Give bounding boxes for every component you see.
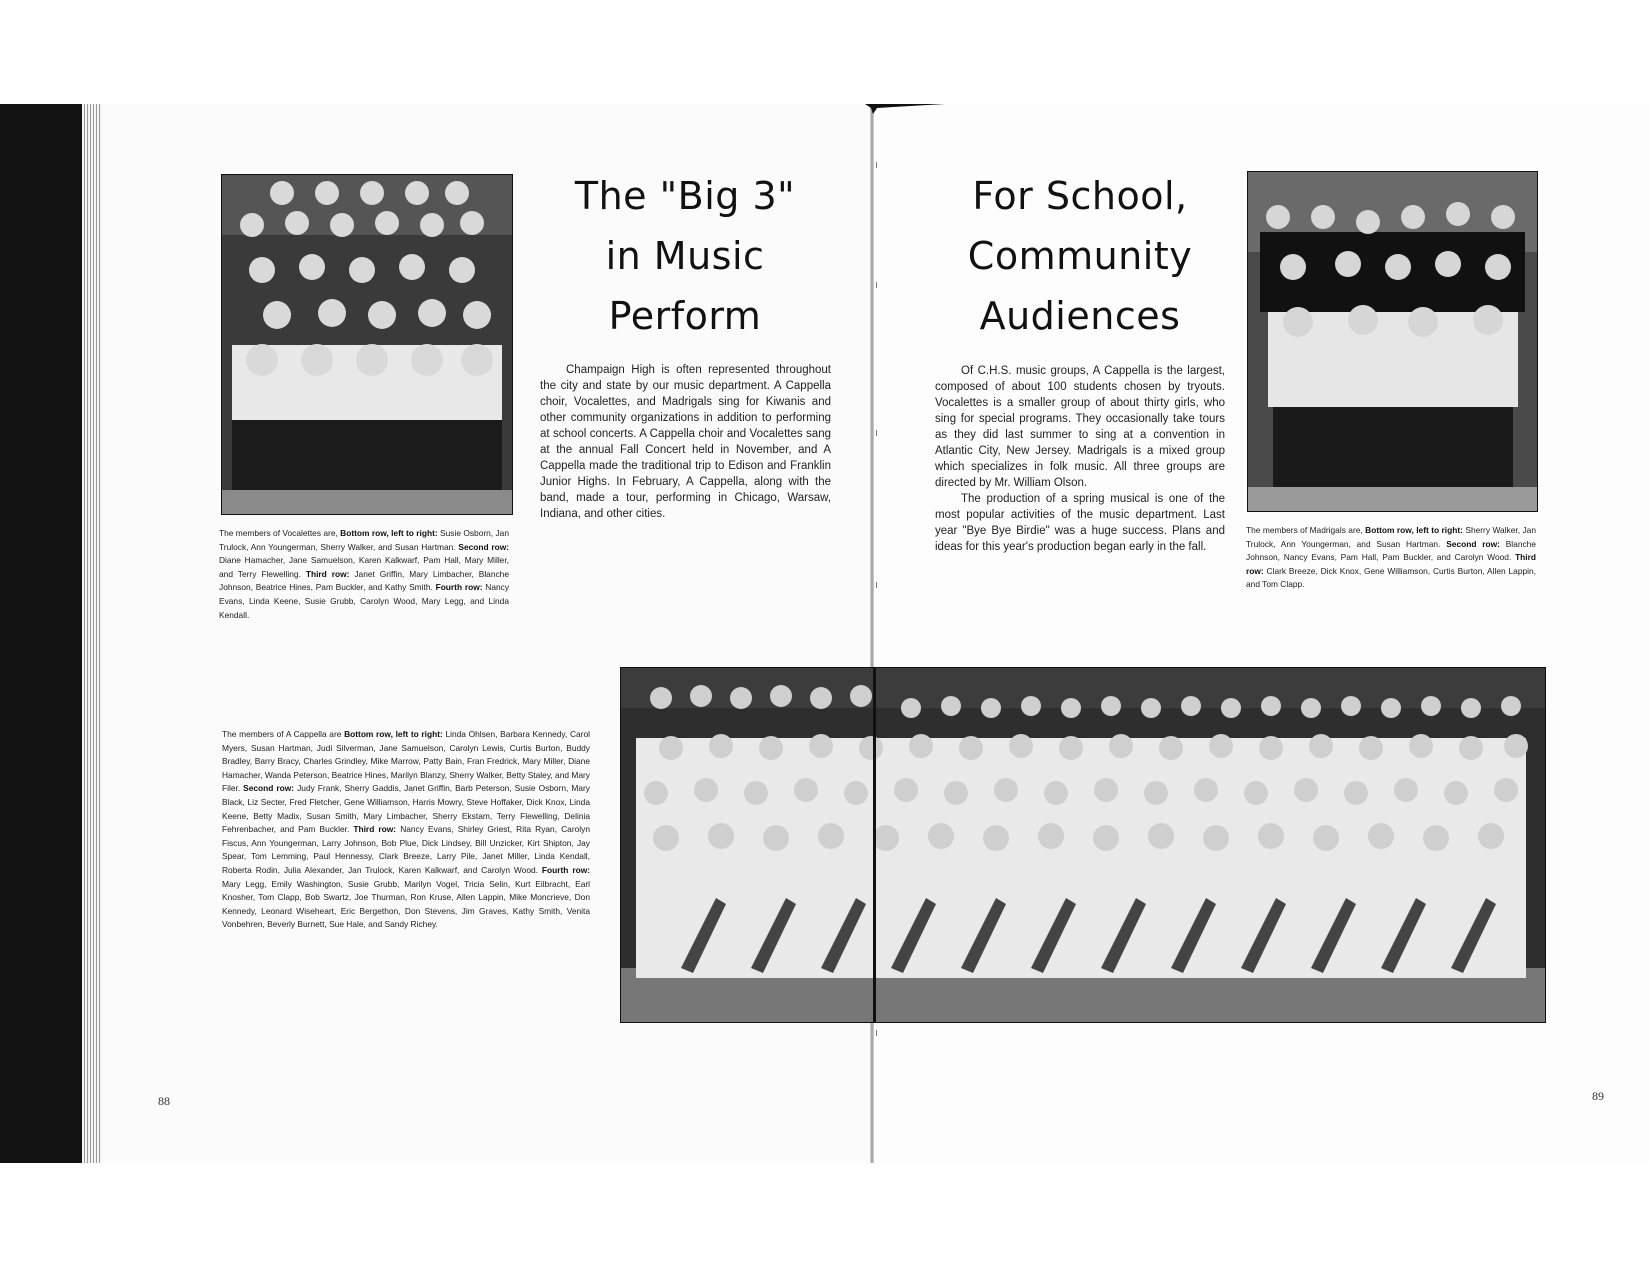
left-headline-line-2: in Music [605, 234, 765, 278]
caption-row-names: Janet Griffin, Mary Limbacher, Blanche Johnson, Beatrice Hines, Pam Buckler, and Kathy Smith. [219, 568, 509, 593]
left-headline-line-3: Perform [608, 294, 762, 338]
scan-speck [876, 162, 877, 168]
right-headline-line-2: Community [967, 234, 1193, 278]
right-headline [935, 166, 1225, 346]
caption-row-label: Bottom row, left to right: [340, 528, 441, 538]
caption-row-label: Bottom row, left to right: [1365, 525, 1466, 535]
caption-intro: The members of A Cappella are [222, 729, 345, 739]
scan-margin-bottom [0, 1163, 1650, 1275]
scan-speck [876, 1030, 877, 1036]
left-headline [540, 166, 830, 346]
scan-speck [876, 430, 877, 436]
right-body-paragraph-1: Of C.H.S. music groups, A Cappella is the largest, composed of about 100 students chosen by tryouts. Vocalettes is a smaller group of about thirty girls, who sing for special programs. They occasionally take tours as they did last summer to sing at a convention in Atlantic City, New Jersey. Madrigals is a mixed group which specializes in folk music. All three groups are directed by Mr. William Olson. [935, 365, 1225, 489]
caption-row-label: Second row: [458, 541, 509, 552]
madrigals-group-illustration [1248, 172, 1537, 511]
vocalettes-caption [219, 527, 509, 622]
caption-row-label: Second row: [1446, 538, 1506, 549]
caption-row-names: Linda Ohlsen, Barbara Kennedy, Carol Myers, Susan Hartman, Judi Silverman, Jane Samuelson, Carolyn Lewis, Curtis Burton, Buddy Bradley, Barry Bracy, Charles Grindley, Mike Marrow, Patty Bain, Fran Fredrick, Mary Miller, Diane Hamacher, Wanda Peterson, Beatrice Hines, Marilyn Blanzy, Sherry Walker, Betty Staley, and Mary Filer. [222, 729, 590, 794]
acappella-caption [222, 728, 590, 932]
caption-row-label: Bottom row, left to right: [344, 729, 446, 739]
scan-speck [876, 582, 877, 588]
caption-intro: The members of Madrigals are, [1246, 525, 1366, 535]
right-headline-line-1: For School, [972, 174, 1188, 218]
acappella-choir-photo [620, 667, 1546, 1023]
right-headline-line-3: Audiences [979, 294, 1181, 338]
vocalettes-photo [221, 174, 513, 515]
caption-intro: The members of Vocalettes are, [219, 528, 341, 538]
caption-row-names: Diane Hamacher, Jane Samuelson, Karen Kalkwarf, Pam Hall, Mary Miller, and Terry Flewelling. [219, 555, 509, 579]
page-edges [82, 104, 102, 1166]
caption-row-label: Fourth row: [541, 864, 590, 875]
caption-row-names: Sherry Walker, Jan Trulock, Ann Youngerman, and Susan Hartman. [1246, 525, 1536, 549]
scan-speck [876, 282, 877, 288]
caption-row-names: Nancy Evans, Shirley Griest, Rita Ryan, Carolyn Fiscus, Ann Youngerman, Larry Johnson, Bob Plue, Dick Lindsey, Bill Unzicker, Kirt Shipton, Jay Spear, Tom Lemming, Paul Hennessy, Clark Breeze, Larry Pile, Janet Miller, Linda Kendall, Roberta Rodin, Julia Alexander, Jan Trulock, Karen Kalkwarf, and Carolyn Wood. [222, 824, 590, 875]
caption-row-names: Susie Osborn, Jan Trulock, Ann Youngerman, Sherry Walker, and Susan Hartman. [219, 528, 509, 552]
acappella-choir-illustration [621, 668, 1545, 1022]
right-body-text [935, 363, 1225, 555]
caption-row-names: Blanche Johnson, Nancy Evans, Pam Hall, Pam Buckler, and Carolyn Wood. [1246, 538, 1536, 563]
gutter-tab-mark [865, 104, 945, 114]
right-body-paragraph-2: The production of a spring musical is one of the most popular activities of the music department. Last year "Bye Bye Birdie" was a huge success. Plans and ideas for this year's production began early in the fall. [935, 493, 1225, 553]
caption-row-names: Mary Legg, Emily Washington, Susie Grubb, Marilyn Vogel, Tricia Selin, Kurt Eilbracht, Earl Knosher, Tom Clapp, Bob Swartz, Joe Thurman, Ron Kruse, Allen Lappin, Mike Moncrieve, Don Kennedy, Leonard Wiseheart, Eric Bergethon, Don Stevens, Jim Graves, Kathy Smith, Venita Vonbehren, Beverly Burnett, Sue Hale, and Sandy Richey. [222, 878, 590, 930]
caption-row-label: Third row: [353, 824, 401, 835]
left-body-paragraph: Champaign High is often represented throughout the city and state by our music department. A Cappella choir, Vocalettes, and Madrigals sing for Kiwanis and other community organizations in addition to performing at school concerts. A Cappella choir and Vocalettes sang at the annual Fall Concert held in November, and A Cappella made the traditional trip to Edison and Franklin Junior Highs. In February, A Cappella, along with the band, made a tour, performing in Chicago, Warsaw, Indiana, and other cities. [540, 364, 831, 520]
page-number-left: 88 [158, 1094, 170, 1108]
book-spine-shadow [0, 104, 82, 1166]
caption-row-label: Second row: [243, 783, 298, 794]
madrigals-caption [1246, 524, 1536, 592]
page-number-right: 89 [1592, 1089, 1604, 1103]
vocalettes-group-illustration [222, 175, 512, 514]
scan-margin-top [0, 0, 1650, 104]
caption-row-label: Third row: [305, 568, 355, 579]
caption-row-names: Nancy Evans, Linda Keene, Susie Grubb, Carolyn Wood, Mary Legg, and Linda Kendall. [219, 582, 510, 620]
left-body-text [540, 362, 831, 522]
caption-row-names: Clark Breeze, Dick Knox, Gene Williamson, Curtis Burton, Allen Lappin, and Tom Clapp. [1246, 565, 1536, 590]
caption-row-names: Judy Frank, Sherry Gaddis, Janet Griffin, Barb Peterson, Susie Osborn, Mary Black, Liz Secter, Fred Fletcher, Gene Williamson, Harris Mowry, Steve Hoffaker, Dick Knox, Linda Keene, Betty Madix, Susan Smith, Mary Limbacher, Sherry Ekstam, Terry Flewelling, Delinia Fehrenbacher, and Pam Buckler. [222, 783, 590, 835]
left-headline-line-1: The "Big 3" [574, 174, 796, 218]
caption-row-label: Fourth row: [435, 582, 486, 593]
madrigals-photo [1247, 171, 1538, 512]
caption-row-label: Third row: [1246, 552, 1536, 576]
